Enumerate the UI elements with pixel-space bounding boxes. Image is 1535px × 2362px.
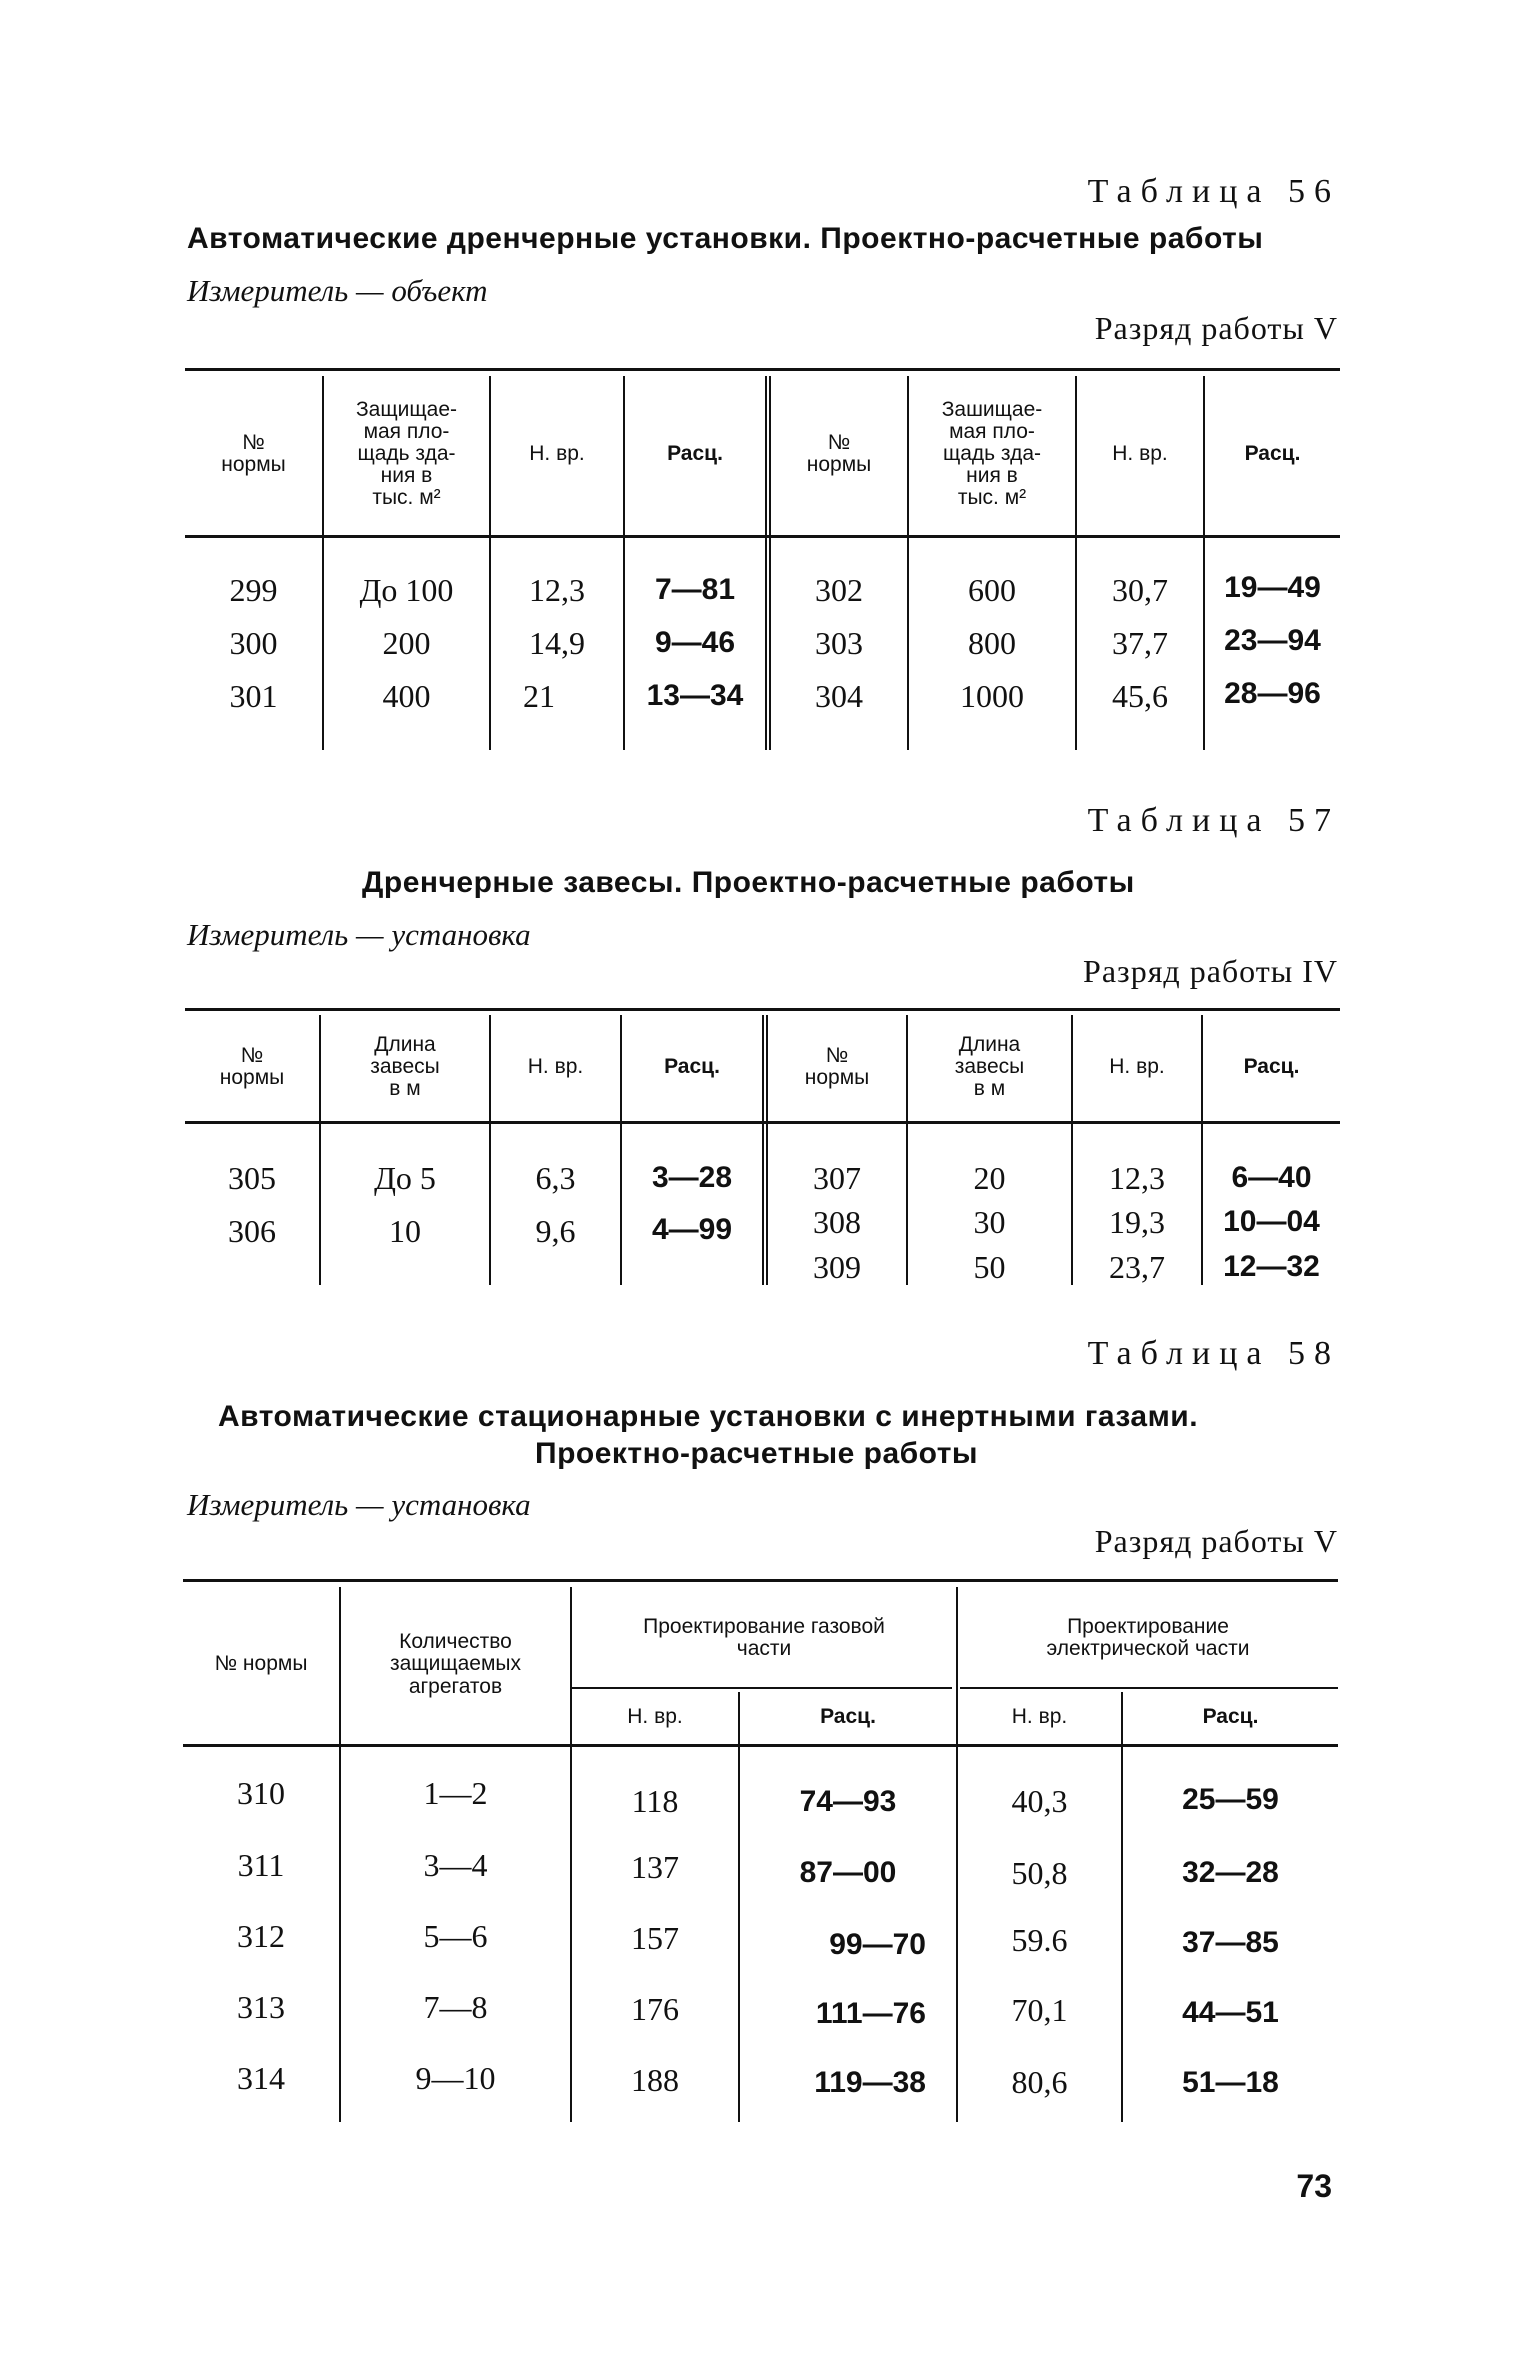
- table-cell: 303: [815, 625, 863, 661]
- table-cell: 37—85: [1182, 1926, 1279, 1959]
- table-cell: 311: [237, 1847, 285, 1883]
- table-cell: 600: [968, 572, 1016, 608]
- table-cell: 302: [815, 572, 863, 608]
- table-58-grade: Разряд работы V: [1094, 1523, 1338, 1559]
- table-cell: 4—99: [651, 1213, 733, 1246]
- table-cell: 19,3: [1109, 1204, 1165, 1240]
- t56-header-num: № нормы: [221, 430, 286, 476]
- table-58-top-rule: [183, 1579, 1338, 1582]
- table-cell: 5—6: [423, 1918, 488, 1954]
- t58-header-gas-time: Н. вр.: [627, 1704, 683, 1728]
- table-58-subheader-rule: [572, 1687, 952, 1689]
- table-cell: 307: [813, 1160, 861, 1196]
- table-cell: 51—18: [1182, 2066, 1279, 2099]
- table-cell: 3—28: [651, 1161, 733, 1194]
- table-cell: 50: [973, 1249, 1006, 1285]
- t56-header-area: Защищае- мая пло- щадь зда- ния в тыс. м²: [355, 397, 457, 510]
- t58-header-gas: Проектирование газовой части: [643, 1614, 885, 1660]
- table-58-divider: [1121, 1692, 1123, 2122]
- table-cell: 200: [382, 625, 431, 661]
- table-cell: 9—10: [415, 2060, 496, 2096]
- table-cell: 9,6: [535, 1213, 576, 1249]
- table-cell: 137: [631, 1849, 679, 1885]
- t58-header-num: № нормы: [214, 1652, 308, 1676]
- table-cell: 37,7: [1112, 625, 1168, 661]
- t56-header-num-2: № нормы: [806, 430, 872, 476]
- t57-header-time-2: Н. вр.: [1109, 1054, 1165, 1078]
- table-cell: 7—81: [654, 573, 736, 606]
- table-57-label: Таблица 57: [1087, 802, 1340, 839]
- table-cell: 10: [389, 1213, 421, 1249]
- table-57-meter: Измеритель — установка: [187, 917, 531, 952]
- table-cell: 111—76: [815, 1997, 926, 2030]
- table-cell: 309: [813, 1249, 861, 1285]
- table-cell: 32—28: [1182, 1856, 1279, 1889]
- table-cell: 176: [631, 1991, 679, 2027]
- table-56-header-rule: [185, 535, 1340, 538]
- table-57-title: Дренчерные завесы. Проектно-расчетные работы: [362, 866, 1135, 899]
- table-58-header-rule: [183, 1744, 1338, 1747]
- table-cell: 308: [813, 1204, 861, 1240]
- table-cell: 1—2: [423, 1775, 488, 1811]
- table-cell: 118: [631, 1783, 679, 1819]
- table-cell: 13—34: [646, 679, 744, 712]
- table-56-label: Таблица 56: [1087, 173, 1340, 210]
- table-57-grade: Разряд работы IV: [1083, 953, 1338, 989]
- table-cell: 9—46: [654, 626, 736, 659]
- table-cell: 119—38: [814, 2066, 926, 2099]
- t56-header-area-2: Зашищае- мая пло- щадь зда- ния в тыс. м²: [941, 397, 1043, 510]
- table-cell: 12,3: [1109, 1160, 1165, 1196]
- table-56-meter: Измеритель — объект: [187, 273, 488, 308]
- table-cell: 70,1: [1011, 1992, 1068, 2028]
- table-cell: 44—51: [1182, 1996, 1279, 2029]
- t56-header-price-2: Расц.: [1244, 441, 1301, 465]
- table-cell: 306: [228, 1213, 276, 1249]
- table-cell: 304: [815, 678, 863, 714]
- t57-header-num: № нормы: [219, 1043, 285, 1089]
- table-cell: 19—49: [1224, 571, 1321, 604]
- table-56-grade: Разряд работы V: [1094, 310, 1338, 346]
- table-cell: 30: [973, 1204, 1006, 1240]
- t57-header-length-2: Длина завесы в м: [954, 1032, 1025, 1101]
- table-cell: 25—59: [1182, 1783, 1279, 1816]
- table-cell: 188: [631, 2062, 679, 2098]
- t57-header-time: Н. вр.: [527, 1054, 584, 1078]
- table-cell: 313: [237, 1989, 285, 2025]
- table-cell: До 5: [374, 1160, 436, 1196]
- table-cell: 28—96: [1224, 677, 1321, 710]
- table-cell: 23—94: [1224, 624, 1321, 657]
- table-cell: 301: [229, 678, 278, 714]
- table-cell: 157: [631, 1920, 679, 1956]
- table-cell: 80,6: [1011, 2064, 1068, 2100]
- table-cell: 74—93: [799, 1785, 897, 1818]
- table-cell: 314: [237, 2060, 285, 2096]
- table-cell: 800: [968, 625, 1016, 661]
- table-cell: 312: [237, 1918, 285, 1954]
- table-cell: 7—8: [423, 1989, 488, 2025]
- table-cell: 12,3: [529, 572, 585, 608]
- table-cell: 6—40: [1231, 1161, 1312, 1194]
- table-cell: 23,7: [1109, 1249, 1165, 1285]
- t56-header-time-2: Н. вр.: [1112, 441, 1168, 465]
- t58-header-electrical: Проектирование электрической части: [1046, 1614, 1250, 1660]
- table-cell: 1000: [960, 678, 1024, 714]
- table-cell: 50,8: [1011, 1855, 1068, 1891]
- table-58-label: Таблица 58: [1087, 1335, 1340, 1372]
- table-cell: 14,9: [529, 625, 585, 661]
- table-cell: 87—00: [799, 1856, 897, 1889]
- table-cell: 40,3: [1011, 1783, 1068, 1819]
- table-cell: 10—04: [1223, 1205, 1320, 1238]
- t58-header-gas-price: Расц.: [820, 1704, 876, 1728]
- table-cell: 20: [973, 1160, 1006, 1196]
- table-58-meter: Измеритель — установка: [187, 1487, 531, 1522]
- table-58-divider: [738, 1692, 740, 2122]
- t58-header-elec-time: Н. вр.: [1011, 1704, 1068, 1728]
- table-cell: 305: [228, 1160, 276, 1196]
- t57-header-price: Расц.: [664, 1054, 720, 1078]
- t58-header-elec-price: Расц.: [1202, 1704, 1259, 1728]
- t56-header-price: Расц.: [667, 441, 723, 465]
- table-cell: 21: [523, 678, 555, 714]
- table-cell: 99—70: [829, 1928, 926, 1961]
- table-cell: 30,7: [1112, 572, 1168, 608]
- table-58-title-line1: Автоматические стационарные установки с инертными газами.: [218, 1400, 1199, 1433]
- t57-header-length: Длина завесы в м: [370, 1032, 440, 1101]
- table-cell: 12—32: [1223, 1250, 1320, 1283]
- table-cell: 299: [229, 572, 278, 608]
- table-56-title: Автоматические дренчерные установки. Проектно-расчетные работы: [187, 222, 1264, 255]
- t58-header-count: Количество защищаемых агрегатов: [390, 1630, 521, 1698]
- table-cell: До 100: [359, 572, 454, 608]
- table-57-top-rule: [185, 1008, 1340, 1011]
- table-56-top-rule: [185, 368, 1340, 371]
- table-58-subheader-rule: [960, 1687, 1338, 1689]
- table-cell: 400: [382, 678, 431, 714]
- t57-header-price-2: Расц.: [1243, 1054, 1300, 1078]
- table-58-title-line2: Проектно-расчетные работы: [535, 1437, 979, 1470]
- t56-header-time: Н. вр.: [529, 441, 585, 465]
- table-cell: 300: [229, 625, 278, 661]
- table-cell: 45,6: [1112, 678, 1168, 714]
- table-cell: 6,3: [535, 1160, 576, 1196]
- t57-header-num-2: № нормы: [804, 1043, 870, 1089]
- table-cell: 310: [237, 1775, 285, 1811]
- table-cell: 59.6: [1011, 1922, 1068, 1958]
- page-number: 73: [1296, 2168, 1332, 2204]
- table-cell: 3—4: [423, 1847, 488, 1883]
